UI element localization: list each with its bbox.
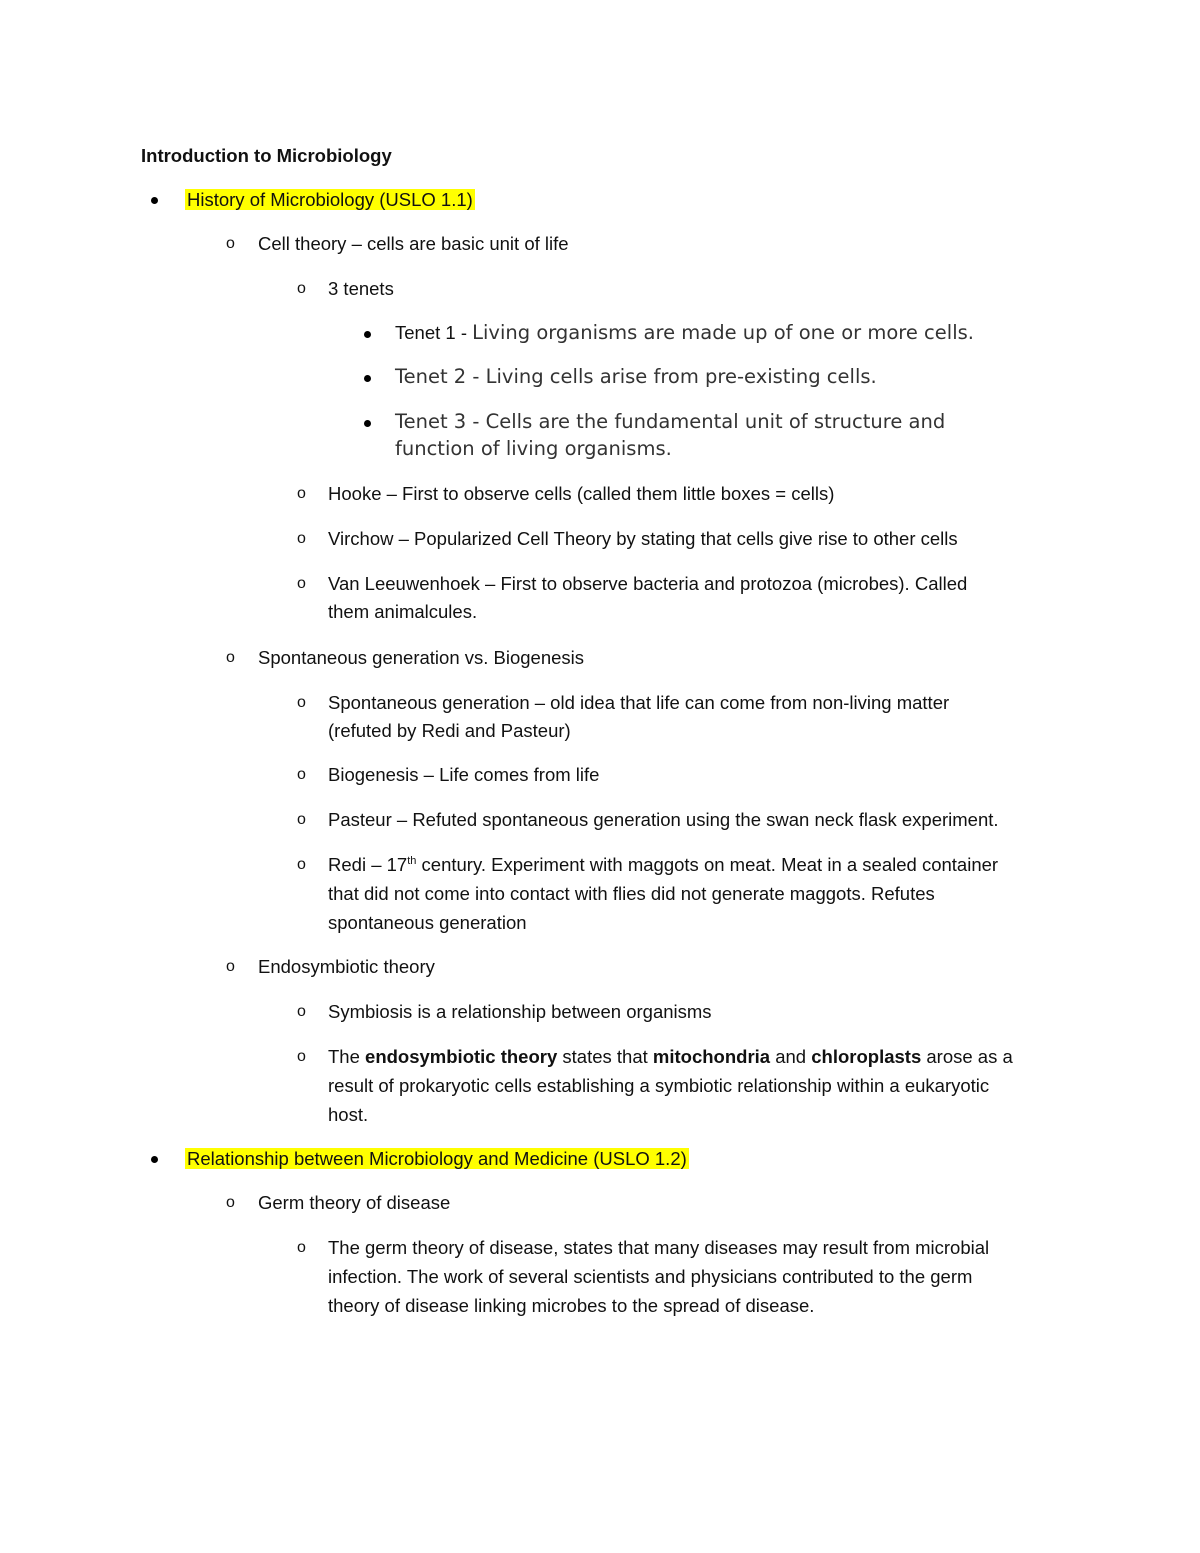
tenet-3-line-1: Tenet 3 - Cells are the fundamental unit of structure and <box>395 410 946 433</box>
circle-bullet-icon: o <box>226 958 235 975</box>
text-run: The <box>328 1046 366 1067</box>
endo-line-3: host. <box>328 1104 369 1125</box>
tenet-1-prefix: Tenet 1 - <box>395 322 473 343</box>
endo-line-1 <box>328 1042 1013 1071</box>
tenet-1 <box>395 318 974 347</box>
circle-bullet-icon: o <box>297 530 306 547</box>
redi-post: century. Experiment with maggots on meat. Meat in a sealed container <box>416 854 999 875</box>
germ-line-3: theory of disease linking microbes to the spread of disease. <box>328 1295 815 1316</box>
hooke-item: Hooke – First to observe cells (called them little boxes = cells) <box>328 483 835 504</box>
tenet-2: Tenet 2 - Living cells arise from pre-existing cells. <box>395 365 877 388</box>
redi-pre: Redi – 17 <box>328 854 408 875</box>
circle-bullet-icon: o <box>297 575 306 592</box>
cell-theory-item: Cell theory – cells are basic unit of life <box>258 233 569 254</box>
circle-bullet-icon: o <box>297 1003 306 1020</box>
bullet-icon <box>364 375 371 382</box>
spontaneous-item: Spontaneous generation vs. Biogenesis <box>258 647 585 668</box>
circle-bullet-icon: o <box>226 235 235 252</box>
redi-line-2: that did not come into contact with flies did not generate maggots. Refutes <box>328 883 935 904</box>
circle-bullet-icon: o <box>297 1048 306 1065</box>
circle-bullet-icon: o <box>226 1194 235 1211</box>
circle-bullet-icon: o <box>226 649 235 666</box>
endosymbiotic-item: Endosymbiotic theory <box>258 956 435 977</box>
biogenesis-item: Biogenesis – Life comes from life <box>328 764 600 785</box>
page-title: Introduction to Microbiology <box>141 145 392 166</box>
text-run: arose as a <box>921 1046 1013 1067</box>
tenet-1-text: Living organisms are made up of one or more cells. <box>472 321 974 344</box>
germ-theory-item: Germ theory of disease <box>258 1192 451 1213</box>
text-run: states that <box>557 1046 653 1067</box>
circle-bullet-icon: o <box>297 811 306 828</box>
bullet-icon <box>364 331 371 338</box>
bold-term: mitochondria <box>652 1046 771 1067</box>
bold-term: endosymbiotic theory <box>365 1046 558 1067</box>
leeuwenhoek-line-1: Van Leeuwenhoek – First to observe bacteria and protozoa (microbes). Called <box>328 573 968 594</box>
germ-line-1: The germ theory of disease, states that many diseases may result from microbial <box>328 1237 990 1258</box>
section-heading-medicine <box>185 1144 689 1173</box>
bold-term: chloroplasts <box>811 1046 922 1067</box>
bullet-icon <box>151 197 158 204</box>
section-heading-history <box>185 185 475 214</box>
sg-line-2: (refuted by Redi and Pasteur) <box>328 720 571 741</box>
bullet-icon <box>151 1156 158 1163</box>
sg-line-1: Spontaneous generation – old idea that life can come from non-living matter <box>328 692 950 713</box>
redi-sup: th <box>407 854 417 867</box>
endo-line-2: result of prokaryotic cells establishing a symbiotic relationship within a eukaryotic <box>328 1075 990 1096</box>
highlighted-heading: Relationship between Microbiology and Medicine (USLO 1.2) <box>187 1148 687 1169</box>
circle-bullet-icon: o <box>297 694 306 711</box>
circle-bullet-icon: o <box>297 485 306 502</box>
circle-bullet-icon: o <box>297 766 306 783</box>
circle-bullet-icon: o <box>297 1239 306 1256</box>
text-run: and <box>770 1046 812 1067</box>
leeuwenhoek-line-2: them animalcules. <box>328 601 478 622</box>
redi-line-1 <box>328 850 998 879</box>
virchow-item: Virchow – Popularized Cell Theory by stating that cells give rise to other cells <box>328 528 958 549</box>
tenets-label: 3 tenets <box>328 278 394 299</box>
redi-line-3: spontaneous generation <box>328 912 527 933</box>
circle-bullet-icon: o <box>297 280 306 297</box>
germ-line-2: infection. The work of several scientists and physicians contributed to the germ <box>328 1266 973 1287</box>
tenet-3-line-2: function of living organisms. <box>395 437 672 460</box>
highlighted-heading: History of Microbiology (USLO 1.1) <box>187 189 473 210</box>
pasteur-item: Pasteur – Refuted spontaneous generation using the swan neck flask experiment. <box>328 809 999 830</box>
symbiosis-item: Symbiosis is a relationship between organisms <box>328 1001 712 1022</box>
circle-bullet-icon: o <box>297 856 306 873</box>
bullet-icon <box>364 420 371 427</box>
